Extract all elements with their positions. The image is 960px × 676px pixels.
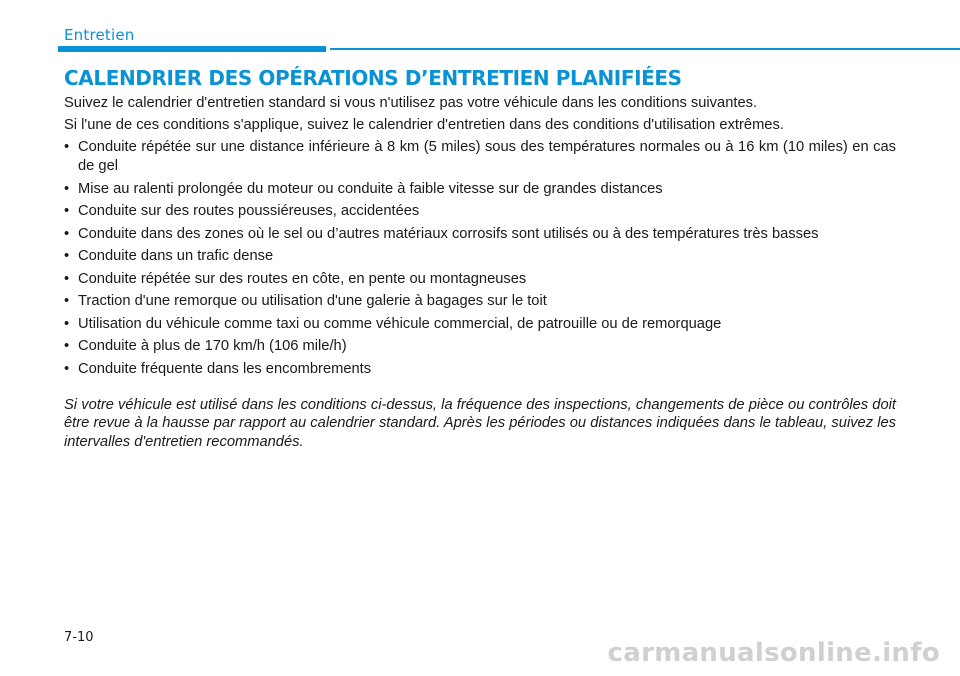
bullet-icon: • [64,180,70,197]
bullet-icon: • [64,270,70,287]
section-label: Entretien [64,26,135,44]
bullet-icon: • [64,139,70,155]
bullet-icon: • [64,293,70,309]
bullet-icon: • [64,315,70,332]
list-item [64,360,896,379]
list-item-text: Traction d'une remorque ou utilisation d'une galerie à bagages sur le toit [78,293,547,309]
bullet-icon: • [64,248,70,264]
site-watermark: carmanualsonline.info [607,638,940,668]
main-content [64,94,896,454]
list-item [64,202,896,221]
bullet-icon: • [64,360,70,377]
list-item [64,315,896,334]
list-item-text: Conduite à plus de 170 km/h (106 mile/h) [78,338,347,354]
page-number: 7-10 [64,630,94,645]
list-item [64,247,896,266]
page-title: CALENDRIER DES OPÉRATIONS D’ENTRETIEN PLANIFIÉES [64,66,682,90]
list-item-text: Conduite répétée sur des routes en côte, en pente ou montagneuses [78,270,527,287]
list-item-text: Utilisation du véhicule comme taxi ou comme véhicule commercial, de patrouille ou de remorquage [78,315,722,332]
conditions-list [64,138,896,379]
header-rule-thick [58,46,326,52]
bullet-icon: • [64,203,70,219]
list-item [64,138,896,176]
intro-paragraph-2: Si l'une de ces conditions s'applique, suivez le calendrier d'entretien dans des conditions d'utilisation extrêmes. [64,117,784,133]
intro-paragraph-1: Suivez le calendrier d'entretien standard si vous n'utilisez pas votre véhicule dans les conditions suivantes. [64,95,758,111]
bullet-icon: • [64,338,70,354]
list-item-text: Conduite dans un trafic dense [78,248,274,264]
list-item [64,225,896,244]
list-item [64,292,896,311]
list-item-text: Conduite répétée sur une distance inférieure à 8 km (5 miles) sous des températures normales ou à 16 km (10 miles) en cas de gel [78,139,896,174]
bullet-icon: • [64,225,70,242]
list-item [64,337,896,356]
list-item-text: Conduite sur des routes poussiéreuses, accidentées [78,203,420,219]
list-item-text: Conduite fréquente dans les encombrements [78,360,372,377]
header-rule-thin [330,48,960,50]
list-item [64,270,896,289]
list-item-text: Mise au ralenti prolongée du moteur ou conduite à faible vitesse sur de grandes distances [78,180,663,197]
maintenance-note: Si votre véhicule est utilisé dans les conditions ci-dessus, la fréquence des inspections, changements de pièce ou contrôles doit être revue à la hausse par rapport au calendrier standard. Après les périodes ou distances indiquées dans le tableau, suivez les intervalles d'entretien recommandés. [64,396,896,450]
list-item-text: Conduite dans des zones où le sel ou d’autres matériaux corrosifs sont utilisés ou à des températures très basses [78,225,819,242]
list-item [64,180,896,199]
